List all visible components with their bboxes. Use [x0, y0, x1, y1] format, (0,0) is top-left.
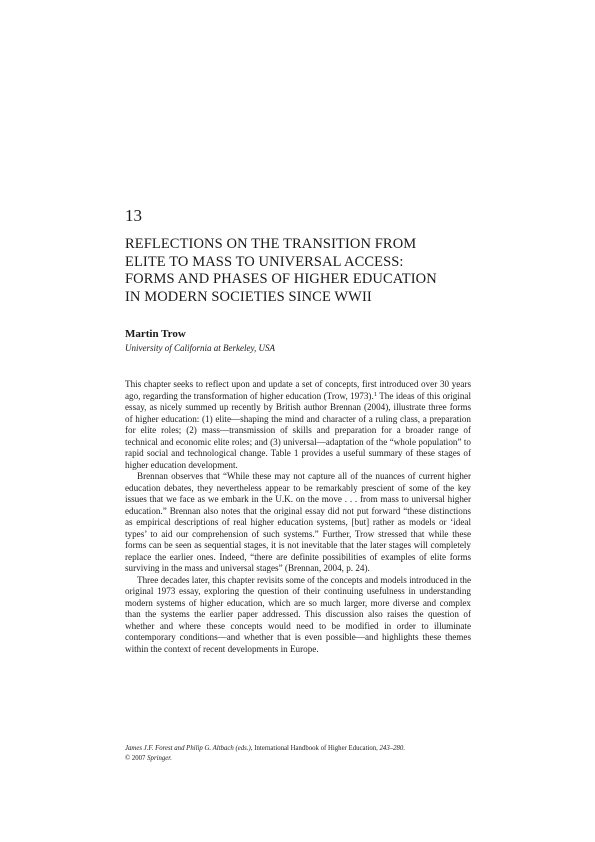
- citation-book-title: International Handbook of Higher Education: [254, 745, 377, 752]
- citation-pages: , 243–280.: [376, 745, 406, 752]
- body-paragraph: Three decades later, this chapter revisits some of the concepts and models introduced in the original 1973 essay, exploring the question of their continuing usefulness in understanding modern systems of higher education, which are so much larger, more diverse and complex than the systems the earlier paper addressed. This discussion also raises the question of whether and where these concepts would need to be modified in order to illuminate contemporary conditions—and whether that is even possible—and highlights these themes within the context of recent developments in Europe.: [125, 574, 471, 654]
- chapter-title: [125, 236, 470, 306]
- footnote-marker[interactable]: 1: [373, 390, 377, 398]
- author-name: Martin Trow: [125, 328, 186, 340]
- body-paragraph: [125, 379, 471, 471]
- chapter-title-line: REFLECTIONS ON THE TRANSITION FROM: [125, 236, 417, 252]
- chapter-title-line: IN MODERN SOCIETIES SINCE WWII: [125, 288, 372, 305]
- chapter-number: 13: [125, 206, 142, 225]
- body-text: [125, 379, 471, 655]
- chapter-title-line: FORMS AND PHASES OF HIGHER EDUCATION: [125, 271, 437, 287]
- copyright-year: © 2007: [125, 755, 148, 762]
- paragraph-text: The ideas of this original essay, as nicely summed up recently by British author Brennan (2004), illustrate three forms of higher education: (1) elite—shaping the mind and character of a ruling class, a preparation for elite roles; (2) mass—transmission of skills and preparation for a broader range of technical and economic elite roles; and (3) universal—adaptation of the “whole population” to rapid social and technological change. Table 1 provides a useful summary of these stages of higher education development.: [125, 390, 471, 470]
- publisher-name: Springer.: [147, 755, 172, 762]
- author-affiliation: University of California at Berkeley, USA: [125, 343, 275, 353]
- citation-editors: James J.F. Forest and Philip G. Altbach (eds.),: [125, 745, 255, 752]
- paragraph-text: This chapter seeks to reflect upon and update a set of concepts, first introduced over 30 years ago, regarding the transformation of higher education (Trow, 1973).: [125, 379, 471, 401]
- footer-copyright: [125, 755, 172, 762]
- footer-citation: [125, 745, 405, 752]
- body-paragraph: Brennan observes that “While these may not capture all of the nuances of current higher education debates, they nevertheless appear to be remarkably prescient of some of the key issues that we face as we embark in the U.K. on the move . . . from mass to universal higher education.” Brennan also notes that the original essay did not put forward “these distinctions as empirical descriptions of real higher education systems, [but] rather as models or ‘ideal types’ to aid our comprehension of such systems.” Further, Trow stressed that while these forms can be seen as sequential stages, it is not inevitable that the later stages will completely replace the earlier ones. Indeed, “there are definite possibilities of examples of elite forms surviving in the mass and universal stages” (Brennan, 2004, p. 24).: [125, 471, 471, 573]
- chapter-title-line: ELITE TO MASS TO UNIVERSAL ACCESS:: [125, 253, 404, 270]
